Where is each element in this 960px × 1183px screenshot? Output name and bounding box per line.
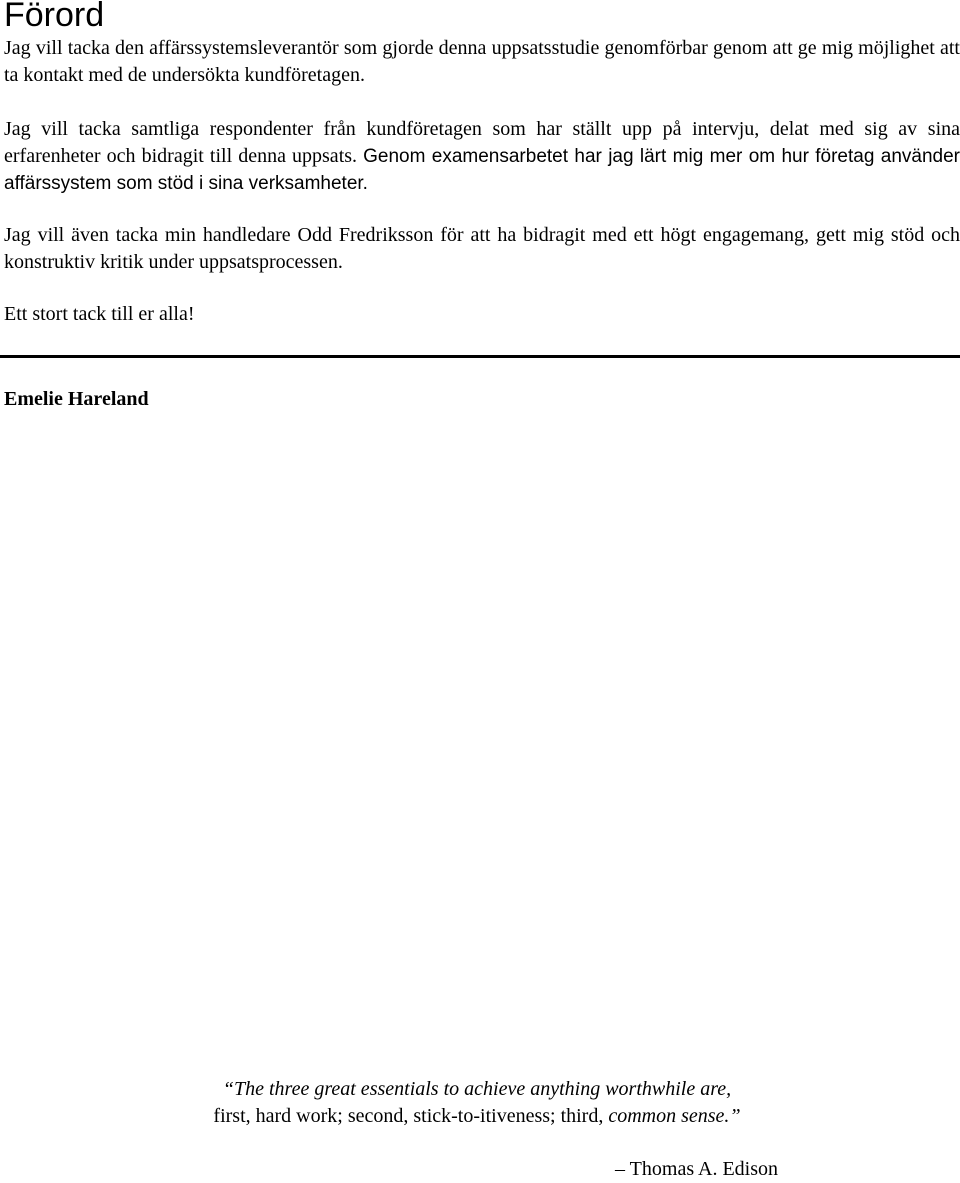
paragraph-closing-thanks: Ett stort tack till er alla!: [4, 303, 195, 325]
paragraph-vendor-thanks: Jag vill tacka den affärssystemsleverantör som gjorde denna uppsatsstudie genomförbar genom att ge mig möjlighet att ta kontakt med de undersökta kundföretagen.: [4, 37, 960, 86]
quote-line-2-emphasis: common sense.: [608, 1105, 730, 1127]
paragraph-supervisor-thanks: Jag vill även tacka min handledare Odd Fredriksson för att ha bidragit med ett högt engagemang, gett mig stöd och konstruktiv kritik under uppsatsprocessen.: [4, 224, 960, 273]
quote-line-2: [0, 1103, 954, 1130]
quote-line-2-text: first, hard work; second, stick-to-itiveness; third,: [213, 1105, 604, 1127]
paragraph-respondents-thanks: [4, 116, 960, 197]
page-title: Förord: [4, 0, 105, 34]
quote-close-mark: ”: [729, 1105, 741, 1127]
author-signature: Emelie Hareland: [4, 388, 149, 410]
quote-open-mark: “: [222, 1078, 234, 1100]
quote-attribution: – Thomas A. Edison: [615, 1158, 778, 1180]
quote-line-1-text: The three great essentials to achieve anything worthwhile are,: [233, 1078, 732, 1100]
paragraph-respondents-part2: Genom examensarbetet har jag lärt mig mer om hur företag använder affärssystem som stöd i sina verksamheter.: [4, 146, 960, 194]
horizontal-divider: [0, 355, 960, 358]
closing-quote: [0, 1076, 954, 1130]
quote-line-1: [0, 1076, 954, 1103]
paragraph-respondents-part1: Jag vill tacka samtliga respondenter från kundföretagen som har ställt upp på intervju, delat med sig av sina erfarenheter och bidragit till denna uppsats.: [4, 118, 960, 167]
